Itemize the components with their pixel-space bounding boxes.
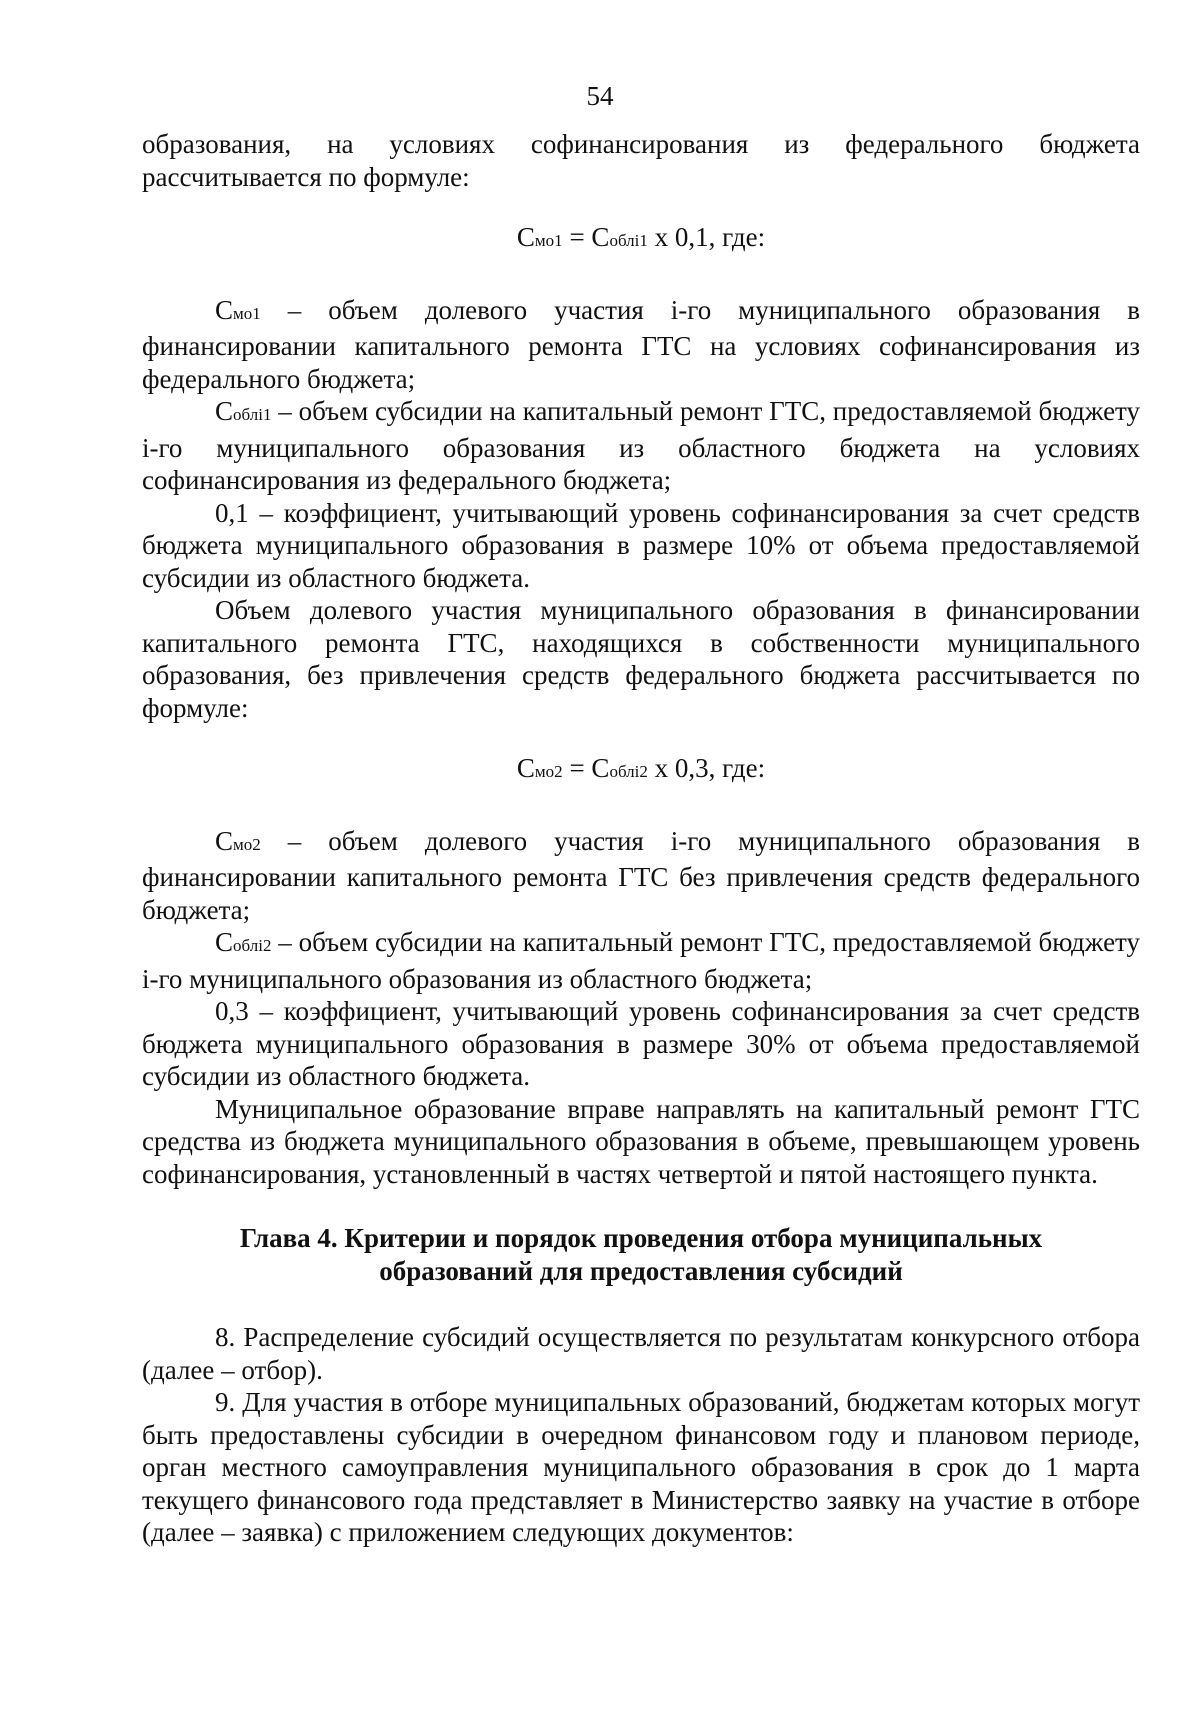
chapter-heading: Глава 4. Критерии и порядок проведения отбора муниципальных образований для предоставления субсидий bbox=[239, 1223, 1043, 1286]
definition-cobli1-sub: облi1 bbox=[233, 405, 272, 424]
formula-1-lhs: С bbox=[516, 222, 535, 252]
formula-2 bbox=[142, 752, 1140, 789]
formula-1 bbox=[142, 221, 1140, 258]
definition-cobli1-text: – объем субсидии на капитальный ремонт ГТС, предоставляемой бюджету i-го муниципального образования из областного бюджета на условиях софинансирования из федерального бюджета; bbox=[142, 396, 1140, 495]
document-body bbox=[142, 128, 1140, 1549]
definition-cobli2-text: – объем субсидии на капитальный ремонт ГТС, предоставляемой бюджету i-го муниципального образования из областного бюджета; bbox=[142, 927, 1140, 994]
definition-cobli2-sub: облi2 bbox=[233, 936, 272, 955]
definition-coef-01: 0,1 – коэффициент, учитывающий уровень софинансирования за счет средств бюджета муниципального образования в размере 10% от объема предоставляемой субсидии из областного бюджета. bbox=[142, 497, 1140, 593]
intro-paragraph: образования, на условиях софинансирования из федерального бюджета рассчитывается по формуле: bbox=[142, 129, 1140, 192]
definition-cobli1-symbol: С bbox=[215, 396, 234, 426]
formula-1-eq: = С bbox=[562, 222, 610, 252]
paragraph-share-without-federal: Объем долевого участия муниципального образования в финансировании капитального ремонта ГТС, находящихся в собственности муниципального образования, без привлечения средств федерального бюджета рассчитывается по формуле: bbox=[142, 595, 1140, 723]
definition-cmo1-symbol: С bbox=[215, 294, 234, 325]
definition-cobli1 bbox=[142, 395, 1140, 497]
definition-cobli2 bbox=[142, 926, 1140, 995]
definition-cmo2-text: – объем долевого участия i-го муниципального образования в финансировании капитального ремонта ГТС без привлечения средств федерального бюджета; bbox=[142, 825, 1140, 925]
definition-cmo1 bbox=[142, 294, 1140, 396]
definition-cmo2-symbol: С bbox=[215, 825, 234, 856]
formula-2-rhs-sub: облi2 bbox=[609, 762, 648, 781]
page-number: 54 bbox=[586, 81, 614, 111]
formula-1-rest: х 0,1, где: bbox=[647, 222, 766, 252]
definition-cmo2-sub: мо2 bbox=[233, 834, 261, 854]
definition-cobli2-symbol: С bbox=[215, 927, 234, 957]
formula-2-lhs: С bbox=[516, 753, 535, 783]
item-8: 8. Распределение субсидий осуществляется по результатам конкурсного отбора (далее – отбор). bbox=[142, 1322, 1140, 1385]
formula-2-lhs-sub: мо2 bbox=[534, 762, 563, 781]
formula-2-eq: = С bbox=[562, 753, 610, 783]
definition-cmo2 bbox=[142, 825, 1140, 927]
formula-1-rhs-sub: облi1 bbox=[609, 231, 648, 250]
definition-cmo1-sub: мо1 bbox=[233, 303, 261, 323]
definition-cmo1-text: – объем долевого участия i-го муниципального образования в финансировании капитального ремонта ГТС на условиях софинансирования из федерального бюджета; bbox=[142, 294, 1140, 394]
formula-1-lhs-sub: мо1 bbox=[534, 231, 563, 250]
formula-2-rest: х 0,3, где: bbox=[647, 753, 766, 783]
item-9: 9. Для участия в отборе муниципальных образований, бюджетам которых могут быть предоставлены субсидии в очередном финансовом году и плановом периоде, орган местного самоуправления муниципального образования в срок до 1 марта текущего финансового года представляет в Министерство заявку на участие в отборе (далее – заявка) с приложением следующих документов: bbox=[142, 1387, 1140, 1547]
definition-coef-03: 0,3 – коэффициент, учитывающий уровень софинансирования за счет средств бюджета муниципального образования в размере 30% от объема предоставляемой субсидии из областного бюджета. bbox=[142, 996, 1140, 1091]
paragraph-extra-funding: Муниципальное образование вправе направлять на капитальный ремонт ГТС средства из бюджета муниципального образования в объеме, превышающем уровень софинансирования, установленный в частях четвертой и пятой настоящего пункта. bbox=[142, 1093, 1140, 1189]
